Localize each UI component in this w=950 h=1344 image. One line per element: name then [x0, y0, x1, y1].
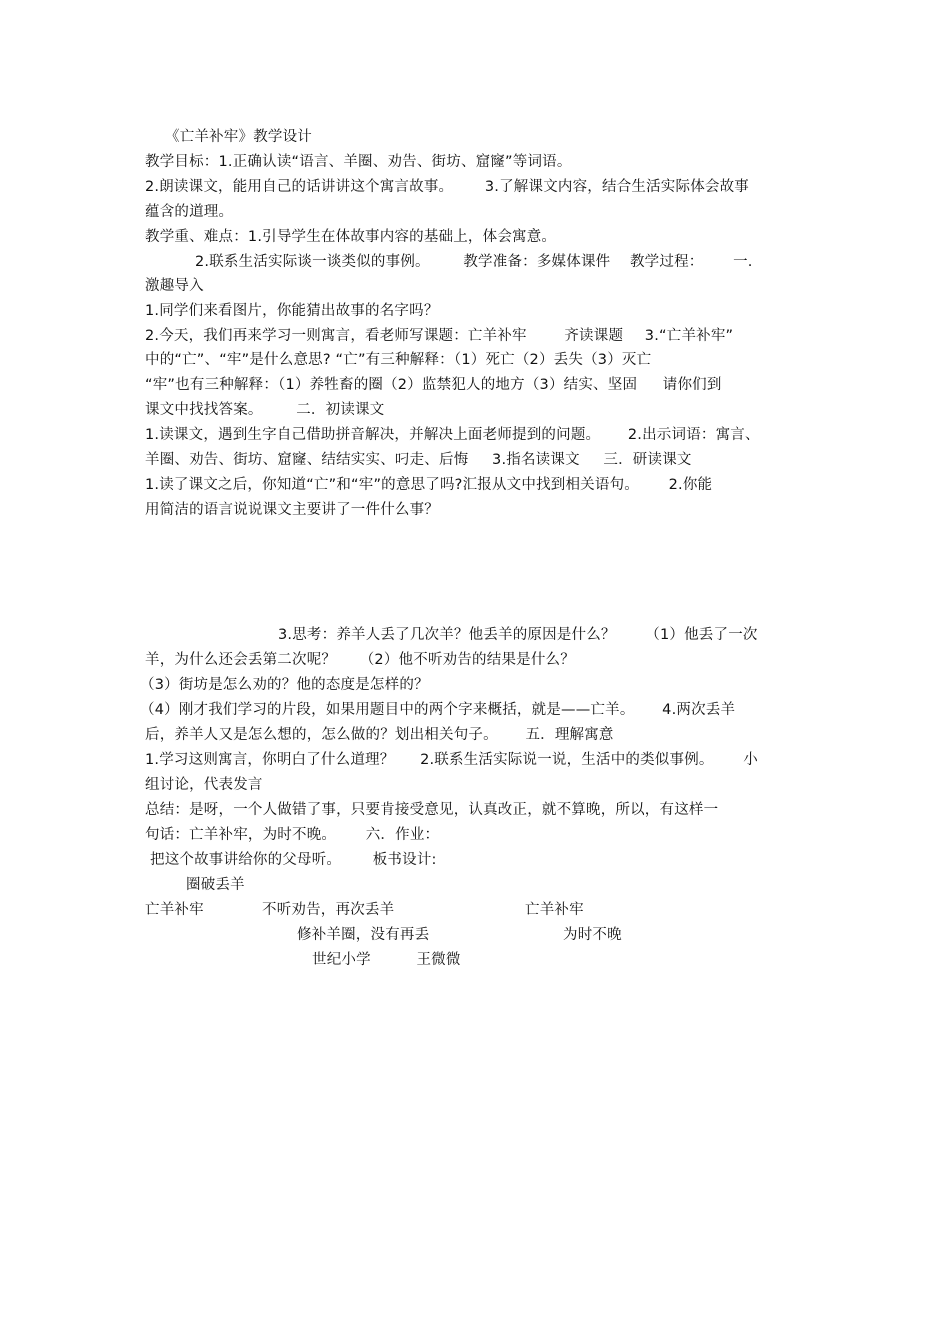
section-2-vocabulary: 羊圈、劝告、街坊、窟窿、结结实实、叼走、后悔: [145, 452, 469, 468]
summary-line-1: [145, 800, 718, 820]
summary-text: 总结：是呀，一个人做错了事，只要肯接受意见，认真改正，就不算晚，所以，有这样一: [145, 802, 719, 818]
section-5-heading: 五．理解寓意: [525, 727, 614, 743]
section-2-item-3: 3.指名读课文: [492, 452, 580, 468]
section-3-item-3-text: 3.思考：养羊人丢了几次羊？他丢羊的原因是什么？: [278, 627, 616, 643]
section-1-heading: 激趣导入: [145, 278, 204, 294]
objective-3-continued: 蕴含的道理。: [145, 204, 234, 220]
section-3-item-4-sub-2: （2）他不听劝告的结果是什么？: [359, 652, 575, 668]
objective-3-text: 3.了解课文内容，结合生活实际体会故事: [484, 179, 749, 195]
board-title-left: 亡羊补牢: [145, 902, 204, 918]
section-5-item-2: [145, 775, 263, 795]
section-3-item-4-text: 羊，为什么还会丢第二次呢？: [145, 652, 337, 668]
key-points-line-1: [145, 227, 556, 247]
objectives-line-1: [145, 152, 572, 172]
summary-line-2: [145, 825, 439, 845]
process-heading: 教学过程：: [629, 254, 704, 270]
board-row-2-mid: [262, 900, 394, 920]
board-moral: 为时不晚: [563, 927, 622, 943]
section-3-item-3: [278, 625, 758, 645]
section-1-number: 一.: [733, 254, 753, 270]
section-3-item-5: [140, 675, 429, 695]
homework-text: 把这个故事讲给你的父母听。: [150, 852, 342, 868]
board-middle-2: 修补羊圈，没有再丢: [297, 927, 430, 943]
section-5-item-1: [145, 750, 758, 770]
section-2-item-1-text: 1.读课文，遇到生字自己借助拼音解决，并解决上面老师提到的问题。: [145, 427, 601, 443]
section-1-item-4: [145, 375, 722, 395]
section-3-item-2-text: 用简洁的语言说说课文主要讲了一件什么事？: [145, 502, 439, 518]
board-row-1: [186, 875, 245, 895]
title-text: 《亡羊补牢》教学设计: [165, 129, 312, 145]
section-1-item-3-start: 3.“亡羊补牢”: [644, 328, 734, 344]
teacher-name: 王微微: [416, 952, 461, 968]
objectives-text: 教学目标：1.正确认读“语言、羊圈、劝告、街坊、窟窿”等词语。: [145, 154, 572, 170]
section-3-heading: 三．研读课文: [603, 452, 692, 468]
section-1-item-2: [145, 326, 733, 346]
summary-text-end: 句话：亡羊补牢，为时不晚。: [145, 827, 337, 843]
board-row-2-right: [525, 900, 584, 920]
section-5-item-3-start: 小: [743, 752, 758, 768]
section-3-item-1-text: 1.读了课文之后，你知道“亡”和“牢”的意思了吗?汇报从文中找到相关语句。: [145, 477, 639, 493]
section-1-item-2-text: 2.今天，我们再来学习一则寓言，看老师写课题：亡羊补牢: [145, 328, 527, 344]
section-5-item-2-text: 2.联系生活实际说一说，生活中的类似事例。: [420, 752, 714, 768]
key-points-line-3: [145, 276, 204, 296]
section-3-item-1: [145, 475, 712, 495]
section-2-item-1: [145, 425, 760, 445]
board-row-3-mid: [297, 925, 429, 945]
section-2-item-2-start: 2.出示词语：寓言、: [627, 427, 760, 443]
section-1-item-5: [145, 400, 384, 420]
section-3-item-6: [140, 700, 735, 720]
board-row-2: [145, 900, 204, 920]
section-1-item-4-end: 请你们到: [662, 377, 722, 393]
board-design-label: 板书设计:: [372, 852, 437, 868]
section-3-item-2-start: 2.你能: [668, 477, 713, 493]
section-3-item-7-text: 后，养羊人又是怎么想的，怎么做的？划出相关句子。: [145, 727, 498, 743]
key-points-line-2: [195, 252, 753, 272]
objective-2-text: 2.朗读课文，能用自己的话讲讲这个寓言故事。: [145, 179, 454, 195]
key-point-2-text: 2.联系生活实际谈一谈类似的事例。: [195, 254, 430, 270]
section-3-item-6-end: 4.两次丢羊: [662, 702, 736, 718]
section-3-item-6-text: （4）刚才我们学习的片段，如果用题目中的两个字来概括，就是——亡羊。: [140, 702, 635, 718]
key-points-text: 教学重、难点：1.引导学生在体故事内容的基础上，体会寓意。: [145, 229, 557, 245]
section-3-item-3-sub-1: （1）他丢了一次: [645, 627, 758, 643]
board-row-3-right: [563, 925, 622, 945]
section-2-item-2: [145, 450, 692, 470]
author-line: [312, 950, 461, 970]
group-discussion-text: 组讨论，代表发言: [145, 777, 263, 793]
section-1-item-4-text: “牢”也有三种解释：（1）养牲畜的圈（2）监禁犯人的地方（3）结实、坚固: [145, 377, 638, 393]
section-1-item-3-text: 中的“亡”、“牢”是什么意思? “亡”有三种解释：（1）死亡（2）丢失（3）灭亡: [145, 352, 652, 368]
section-1-item-3: [145, 350, 651, 370]
section-1-item-5-text: 课文中找找答案。: [145, 402, 263, 418]
board-middle-1: 不听劝告，再次丢羊: [262, 902, 395, 918]
board-title-right: 亡羊补牢: [525, 902, 584, 918]
objectives-line-3: [145, 202, 233, 222]
section-5-item-1-text: 1.学习这则寓言，你明白了什么道理？: [145, 752, 395, 768]
read-title-text: 齐读课题: [564, 328, 624, 344]
section-3-item-5-text: （3）街坊是怎么劝的？他的态度是怎样的？: [140, 677, 429, 693]
board-cause: 圈破丢羊: [186, 877, 245, 893]
objectives-line-2: [145, 177, 749, 197]
homework-line: [150, 850, 437, 870]
section-1-item-1-text: 1.同学们来看图片，你能猜出故事的名字吗？: [145, 303, 439, 319]
section-6-heading: 六．作业：: [365, 827, 440, 843]
section-3-item-2: [145, 500, 439, 520]
section-1-item-1: [145, 301, 439, 321]
section-3-item-4: [145, 650, 575, 670]
section-3-item-7: [145, 725, 614, 745]
document-title: [165, 127, 312, 147]
school-name: 世纪小学: [312, 952, 371, 968]
preparation-text: 教学准备：多媒体课件: [463, 254, 611, 270]
section-2-heading: 二．初读课文: [296, 402, 385, 418]
